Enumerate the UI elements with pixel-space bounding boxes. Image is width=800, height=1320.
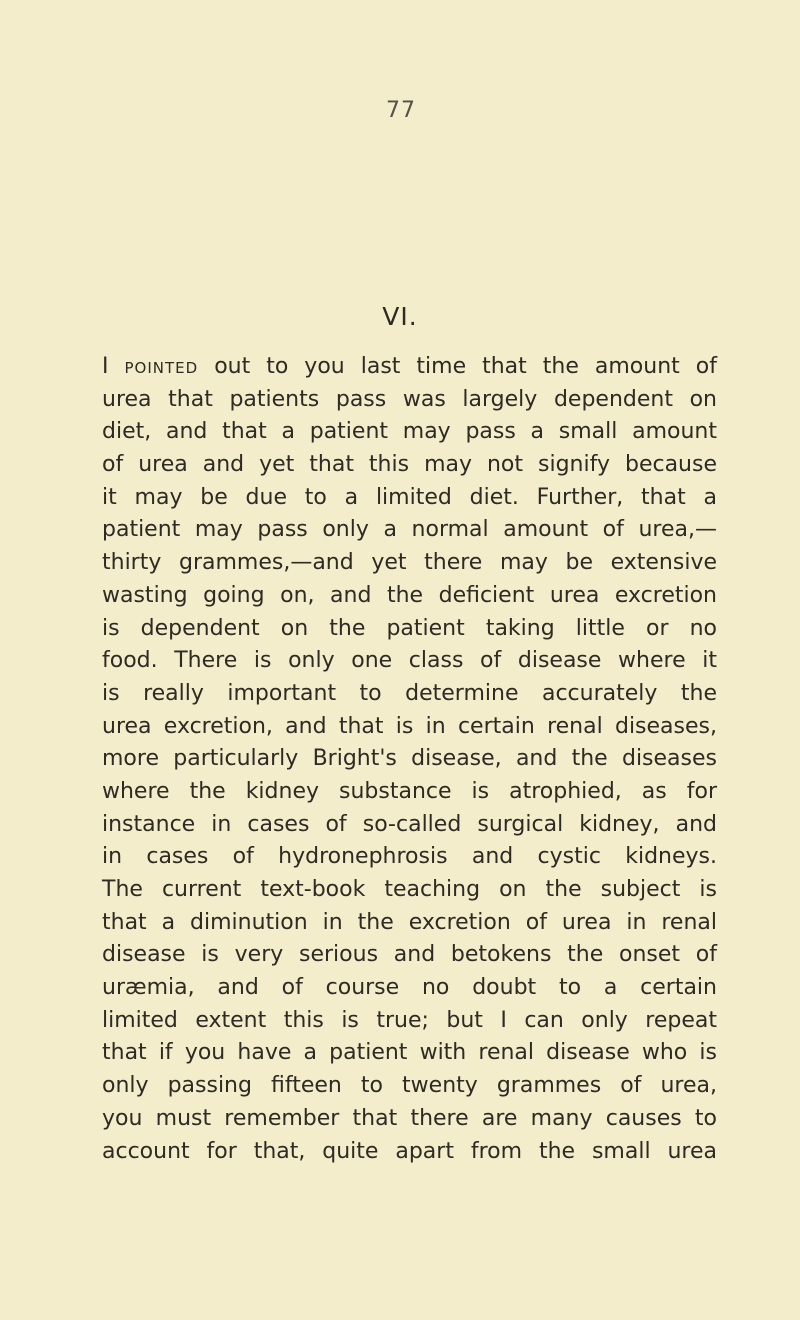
text-line: wasting going on, and the deficient urea excretion [102,582,717,608]
text-line: more particularly Bright's disease, and the diseases [102,746,717,772]
text-line: it may be due to a limited diet. Further, that a [102,484,717,510]
body-paragraph [102,351,717,1168]
opening-smallcaps: pointed [124,354,199,379]
text-line: disease is very serious and betokens the onset of [102,942,717,968]
text-line: that if you have a patient with renal disease who is [102,1040,717,1066]
text-line: of urea and yet that this may not signify because [102,452,717,478]
text-line: where the kidney substance is atrophied, as for [102,778,717,804]
text-line: urea excretion, and that is in certain renal diseases, [102,713,717,739]
text-line: is dependent on the patient taking little or no [102,615,717,641]
text-line [102,351,717,384]
text-line: thirty grammes,—and yet there may be extensive [102,550,717,576]
text-line: The current text-book teaching on the subject is [102,877,717,902]
text-line: only passing fifteen to twenty grammes of urea, [102,1073,717,1099]
opening-word: I [102,354,109,379]
chapter-heading: VI. [382,302,418,331]
text-line: patient may pass only a normal amount of urea,— [102,517,717,543]
text-line: in cases of hydronephrosis and cystic kidneys. [102,844,717,870]
text-line: account for that, quite apart from the small urea [102,1138,717,1164]
text-line: limited extent this is true; but I can only repeat [102,1007,717,1033]
text-line: food. There is only one class of disease where it [102,648,717,674]
text-line: instance in cases of so-called surgical kidney, and [102,811,717,837]
page-number: 77 [386,98,416,123]
text-line: uræmia, and of course no doubt to a certain [102,975,717,1001]
first-line-rest: out to you last time that the amount of [214,354,717,379]
text-line: diet, and that a patient may pass a small amount [102,419,717,445]
text-line: you must remember that there are many causes to [102,1105,717,1131]
text-line: urea that patients pass was largely dependent on [102,386,717,412]
text-line: is really important to determine accurately the [102,680,717,706]
text-line: that a diminution in the excretion of urea in renal [102,909,717,935]
